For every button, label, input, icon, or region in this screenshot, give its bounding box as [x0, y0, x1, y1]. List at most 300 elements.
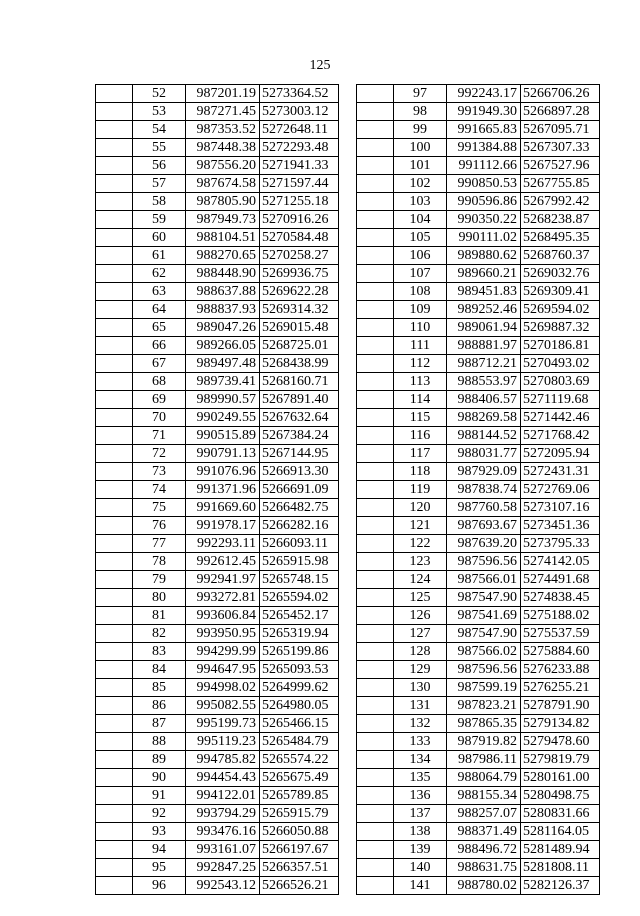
point-number-cell: 79: [133, 571, 186, 589]
x-coordinate-cell: 989739.41: [186, 373, 260, 391]
blank-cell: [357, 643, 394, 661]
y-coordinate-cell: 5271442.46: [521, 409, 600, 427]
blank-cell: [96, 301, 133, 319]
x-coordinate-cell: 987566.01: [447, 571, 521, 589]
y-coordinate-cell: 5265915.98: [260, 553, 339, 571]
y-coordinate-cell: 5266897.28: [521, 103, 600, 121]
y-coordinate-cell: 5266050.88: [260, 823, 339, 841]
y-coordinate-cell: 5268438.99: [260, 355, 339, 373]
point-number-cell: 70: [133, 409, 186, 427]
x-coordinate-cell: 993161.07: [186, 841, 260, 859]
coordinate-table-body: [96, 85, 339, 895]
table-row: [357, 373, 600, 391]
blank-cell: [357, 625, 394, 643]
point-number-cell: 95: [133, 859, 186, 877]
point-number-cell: 92: [133, 805, 186, 823]
blank-cell: [357, 283, 394, 301]
table-row: [357, 139, 600, 157]
point-number-cell: 106: [394, 247, 447, 265]
y-coordinate-cell: 5281164.05: [521, 823, 600, 841]
point-number-cell: 100: [394, 139, 447, 157]
table-row: [357, 877, 600, 895]
x-coordinate-cell: 987949.73: [186, 211, 260, 229]
x-coordinate-cell: 990791.13: [186, 445, 260, 463]
point-number-cell: 52: [133, 85, 186, 103]
y-coordinate-cell: 5267755.85: [521, 175, 600, 193]
table-row: [96, 283, 339, 301]
x-coordinate-cell: 988448.90: [186, 265, 260, 283]
table-row: [96, 445, 339, 463]
x-coordinate-cell: 989047.26: [186, 319, 260, 337]
y-coordinate-cell: 5271119.68: [521, 391, 600, 409]
coordinate-table-right: [356, 84, 600, 895]
table-row: [357, 697, 600, 715]
table-row: [357, 643, 600, 661]
table-row: [96, 193, 339, 211]
x-coordinate-cell: 988406.57: [447, 391, 521, 409]
point-number-cell: 73: [133, 463, 186, 481]
point-number-cell: 97: [394, 85, 447, 103]
x-coordinate-cell: 988144.52: [447, 427, 521, 445]
point-number-cell: 103: [394, 193, 447, 211]
x-coordinate-cell: 991978.17: [186, 517, 260, 535]
y-coordinate-cell: 5267144.95: [260, 445, 339, 463]
x-coordinate-cell: 987760.58: [447, 499, 521, 517]
blank-cell: [96, 211, 133, 229]
table-row: [96, 85, 339, 103]
point-number-cell: 130: [394, 679, 447, 697]
table-row: [357, 229, 600, 247]
blank-cell: [96, 355, 133, 373]
y-coordinate-cell: 5270186.81: [521, 337, 600, 355]
table-row: [357, 193, 600, 211]
blank-cell: [357, 877, 394, 895]
table-row: [357, 445, 600, 463]
y-coordinate-cell: 5281489.94: [521, 841, 600, 859]
y-coordinate-cell: 5272769.06: [521, 481, 600, 499]
blank-cell: [357, 607, 394, 625]
blank-cell: [96, 823, 133, 841]
y-coordinate-cell: 5265319.94: [260, 625, 339, 643]
x-coordinate-cell: 987986.11: [447, 751, 521, 769]
y-coordinate-cell: 5270493.02: [521, 355, 600, 373]
table-row: [96, 499, 339, 517]
point-number-cell: 137: [394, 805, 447, 823]
table-row: [96, 589, 339, 607]
table-row: [357, 571, 600, 589]
blank-cell: [357, 661, 394, 679]
point-number-cell: 111: [394, 337, 447, 355]
blank-cell: [357, 715, 394, 733]
table-row: [357, 265, 600, 283]
point-number-cell: 121: [394, 517, 447, 535]
blank-cell: [96, 643, 133, 661]
table-row: [96, 643, 339, 661]
x-coordinate-cell: 987556.20: [186, 157, 260, 175]
y-coordinate-cell: 5279819.79: [521, 751, 600, 769]
table-row: [357, 751, 600, 769]
table-row: [357, 823, 600, 841]
point-number-cell: 76: [133, 517, 186, 535]
x-coordinate-cell: 987919.82: [447, 733, 521, 751]
y-coordinate-cell: 5265452.17: [260, 607, 339, 625]
blank-cell: [357, 427, 394, 445]
table-row: [357, 499, 600, 517]
y-coordinate-cell: 5271941.33: [260, 157, 339, 175]
x-coordinate-cell: 990515.89: [186, 427, 260, 445]
y-coordinate-cell: 5265915.79: [260, 805, 339, 823]
table-row: [96, 823, 339, 841]
point-number-cell: 85: [133, 679, 186, 697]
point-number-cell: 135: [394, 769, 447, 787]
table-row: [96, 409, 339, 427]
blank-cell: [357, 409, 394, 427]
y-coordinate-cell: 5270803.69: [521, 373, 600, 391]
x-coordinate-cell: 987201.19: [186, 85, 260, 103]
table-row: [96, 877, 339, 895]
y-coordinate-cell: 5276255.21: [521, 679, 600, 697]
x-coordinate-cell: 993476.16: [186, 823, 260, 841]
y-coordinate-cell: 5269032.76: [521, 265, 600, 283]
point-number-cell: 90: [133, 769, 186, 787]
table-row: [357, 301, 600, 319]
y-coordinate-cell: 5280831.66: [521, 805, 600, 823]
x-coordinate-cell: 990111.02: [447, 229, 521, 247]
y-coordinate-cell: 5264980.05: [260, 697, 339, 715]
blank-cell: [357, 265, 394, 283]
y-coordinate-cell: 5266093.11: [260, 535, 339, 553]
table-row: [96, 859, 339, 877]
y-coordinate-cell: 5280161.00: [521, 769, 600, 787]
point-number-cell: 68: [133, 373, 186, 391]
y-coordinate-cell: 5266526.21: [260, 877, 339, 895]
blank-cell: [357, 301, 394, 319]
x-coordinate-cell: 989266.05: [186, 337, 260, 355]
blank-cell: [357, 445, 394, 463]
x-coordinate-cell: 987674.58: [186, 175, 260, 193]
point-number-cell: 138: [394, 823, 447, 841]
y-coordinate-cell: 5272293.48: [260, 139, 339, 157]
table-row: [96, 175, 339, 193]
point-number-cell: 99: [394, 121, 447, 139]
point-number-cell: 124: [394, 571, 447, 589]
y-coordinate-cell: 5270258.27: [260, 247, 339, 265]
point-number-cell: 74: [133, 481, 186, 499]
y-coordinate-cell: 5265789.85: [260, 787, 339, 805]
table-row: [96, 715, 339, 733]
point-number-cell: 136: [394, 787, 447, 805]
blank-cell: [96, 517, 133, 535]
table-row: [357, 409, 600, 427]
y-coordinate-cell: 5267384.24: [260, 427, 339, 445]
blank-cell: [96, 697, 133, 715]
table-row: [96, 265, 339, 283]
table-row: [96, 535, 339, 553]
x-coordinate-cell: 987596.56: [447, 661, 521, 679]
table-row: [96, 463, 339, 481]
table-row: [96, 301, 339, 319]
blank-cell: [96, 769, 133, 787]
blank-cell: [96, 265, 133, 283]
point-number-cell: 108: [394, 283, 447, 301]
blank-cell: [357, 787, 394, 805]
point-number-cell: 113: [394, 373, 447, 391]
point-number-cell: 84: [133, 661, 186, 679]
point-number-cell: 56: [133, 157, 186, 175]
point-number-cell: 140: [394, 859, 447, 877]
x-coordinate-cell: 989660.21: [447, 265, 521, 283]
table-row: [357, 337, 600, 355]
table-row: [96, 787, 339, 805]
x-coordinate-cell: 988269.58: [447, 409, 521, 427]
blank-cell: [357, 193, 394, 211]
y-coordinate-cell: 5269594.02: [521, 301, 600, 319]
y-coordinate-cell: 5271768.42: [521, 427, 600, 445]
x-coordinate-cell: 992847.25: [186, 859, 260, 877]
point-number-cell: 88: [133, 733, 186, 751]
table-row: [357, 607, 600, 625]
point-number-cell: 62: [133, 265, 186, 283]
x-coordinate-cell: 987823.21: [447, 697, 521, 715]
blank-cell: [96, 715, 133, 733]
table-row: [96, 211, 339, 229]
point-number-cell: 66: [133, 337, 186, 355]
blank-cell: [96, 427, 133, 445]
table-row: [96, 247, 339, 265]
point-number-cell: 57: [133, 175, 186, 193]
blank-cell: [96, 751, 133, 769]
x-coordinate-cell: 995082.55: [186, 697, 260, 715]
table-row: [357, 157, 600, 175]
point-number-cell: 91: [133, 787, 186, 805]
y-coordinate-cell: 5266913.30: [260, 463, 339, 481]
blank-cell: [357, 337, 394, 355]
blank-cell: [96, 283, 133, 301]
y-coordinate-cell: 5267307.33: [521, 139, 600, 157]
y-coordinate-cell: 5265594.02: [260, 589, 339, 607]
x-coordinate-cell: 987596.56: [447, 553, 521, 571]
y-coordinate-cell: 5269887.32: [521, 319, 600, 337]
table-row: [357, 103, 600, 121]
x-coordinate-cell: 989061.94: [447, 319, 521, 337]
point-number-cell: 101: [394, 157, 447, 175]
blank-cell: [357, 391, 394, 409]
x-coordinate-cell: 988837.93: [186, 301, 260, 319]
table-row: [96, 355, 339, 373]
blank-cell: [96, 445, 133, 463]
y-coordinate-cell: 5267992.42: [521, 193, 600, 211]
table-row: [357, 733, 600, 751]
table-row: [357, 787, 600, 805]
table-row: [96, 607, 339, 625]
table-row: [96, 517, 339, 535]
blank-cell: [96, 859, 133, 877]
y-coordinate-cell: 5272648.11: [260, 121, 339, 139]
x-coordinate-cell: 993606.84: [186, 607, 260, 625]
point-number-cell: 125: [394, 589, 447, 607]
point-number-cell: 71: [133, 427, 186, 445]
blank-cell: [357, 553, 394, 571]
table-row: [357, 319, 600, 337]
point-number-cell: 87: [133, 715, 186, 733]
point-number-cell: 114: [394, 391, 447, 409]
point-number-cell: 126: [394, 607, 447, 625]
point-number-cell: 128: [394, 643, 447, 661]
point-number-cell: 118: [394, 463, 447, 481]
table-row: [357, 841, 600, 859]
table-row: [357, 805, 600, 823]
x-coordinate-cell: 988496.72: [447, 841, 521, 859]
table-row: [96, 769, 339, 787]
x-coordinate-cell: 994299.99: [186, 643, 260, 661]
table-row: [96, 121, 339, 139]
x-coordinate-cell: 994647.95: [186, 661, 260, 679]
table-row: [96, 427, 339, 445]
point-number-cell: 132: [394, 715, 447, 733]
point-number-cell: 54: [133, 121, 186, 139]
table-row: [357, 121, 600, 139]
x-coordinate-cell: 992941.97: [186, 571, 260, 589]
x-coordinate-cell: 994785.82: [186, 751, 260, 769]
point-number-cell: 104: [394, 211, 447, 229]
y-coordinate-cell: 5266691.09: [260, 481, 339, 499]
table-row: [96, 805, 339, 823]
x-coordinate-cell: 989880.62: [447, 247, 521, 265]
blank-cell: [96, 409, 133, 427]
blank-cell: [96, 319, 133, 337]
x-coordinate-cell: 988780.02: [447, 877, 521, 895]
point-number-cell: 60: [133, 229, 186, 247]
point-number-cell: 112: [394, 355, 447, 373]
point-number-cell: 86: [133, 697, 186, 715]
x-coordinate-cell: 987693.67: [447, 517, 521, 535]
blank-cell: [357, 121, 394, 139]
table-row: [357, 517, 600, 535]
blank-cell: [96, 589, 133, 607]
table-row: [357, 391, 600, 409]
blank-cell: [96, 499, 133, 517]
point-number-cell: 75: [133, 499, 186, 517]
x-coordinate-cell: 989990.57: [186, 391, 260, 409]
y-coordinate-cell: 5268495.35: [521, 229, 600, 247]
table-row: [357, 463, 600, 481]
x-coordinate-cell: 991669.60: [186, 499, 260, 517]
y-coordinate-cell: 5266706.26: [521, 85, 600, 103]
point-number-cell: 139: [394, 841, 447, 859]
table-row: [96, 679, 339, 697]
y-coordinate-cell: 5266282.16: [260, 517, 339, 535]
blank-cell: [357, 589, 394, 607]
point-number-cell: 63: [133, 283, 186, 301]
y-coordinate-cell: 5267632.64: [260, 409, 339, 427]
x-coordinate-cell: 988631.75: [447, 859, 521, 877]
point-number-cell: 122: [394, 535, 447, 553]
y-coordinate-cell: 5269309.41: [521, 283, 600, 301]
x-coordinate-cell: 991076.96: [186, 463, 260, 481]
x-coordinate-cell: 988257.07: [447, 805, 521, 823]
y-coordinate-cell: 5266357.51: [260, 859, 339, 877]
y-coordinate-cell: 5266197.67: [260, 841, 339, 859]
point-number-cell: 120: [394, 499, 447, 517]
point-number-cell: 109: [394, 301, 447, 319]
point-number-cell: 53: [133, 103, 186, 121]
x-coordinate-cell: 987271.45: [186, 103, 260, 121]
blank-cell: [357, 247, 394, 265]
blank-cell: [357, 823, 394, 841]
blank-cell: [96, 193, 133, 211]
x-coordinate-cell: 988064.79: [447, 769, 521, 787]
point-number-cell: 78: [133, 553, 186, 571]
table-row: [96, 571, 339, 589]
y-coordinate-cell: 5264999.62: [260, 679, 339, 697]
y-coordinate-cell: 5279478.60: [521, 733, 600, 751]
blank-cell: [357, 517, 394, 535]
table-row: [357, 625, 600, 643]
blank-cell: [96, 877, 133, 895]
point-number-cell: 131: [394, 697, 447, 715]
blank-cell: [357, 211, 394, 229]
x-coordinate-cell: 992243.17: [447, 85, 521, 103]
y-coordinate-cell: 5276233.88: [521, 661, 600, 679]
y-coordinate-cell: 5274838.45: [521, 589, 600, 607]
y-coordinate-cell: 5281808.11: [521, 859, 600, 877]
y-coordinate-cell: 5278791.90: [521, 697, 600, 715]
x-coordinate-cell: 990249.55: [186, 409, 260, 427]
table-row: [96, 157, 339, 175]
blank-cell: [96, 157, 133, 175]
y-coordinate-cell: 5268760.37: [521, 247, 600, 265]
y-coordinate-cell: 5265748.15: [260, 571, 339, 589]
table-row: [96, 661, 339, 679]
x-coordinate-cell: 988371.49: [447, 823, 521, 841]
y-coordinate-cell: 5273795.33: [521, 535, 600, 553]
x-coordinate-cell: 988155.34: [447, 787, 521, 805]
table-row: [96, 625, 339, 643]
blank-cell: [357, 175, 394, 193]
x-coordinate-cell: 989451.83: [447, 283, 521, 301]
point-number-cell: 110: [394, 319, 447, 337]
blank-cell: [357, 499, 394, 517]
x-coordinate-cell: 987865.35: [447, 715, 521, 733]
x-coordinate-cell: 992612.45: [186, 553, 260, 571]
table-row: [357, 679, 600, 697]
y-coordinate-cell: 5270916.26: [260, 211, 339, 229]
point-number-cell: 105: [394, 229, 447, 247]
blank-cell: [96, 373, 133, 391]
blank-cell: [357, 85, 394, 103]
y-coordinate-cell: 5265484.79: [260, 733, 339, 751]
point-number-cell: 133: [394, 733, 447, 751]
table-row: [96, 229, 339, 247]
table-row: [96, 697, 339, 715]
point-number-cell: 115: [394, 409, 447, 427]
point-number-cell: 67: [133, 355, 186, 373]
point-number-cell: 58: [133, 193, 186, 211]
x-coordinate-cell: 990350.22: [447, 211, 521, 229]
y-coordinate-cell: 5272431.31: [521, 463, 600, 481]
table-row: [357, 535, 600, 553]
table-row: [96, 337, 339, 355]
point-number-cell: 55: [133, 139, 186, 157]
point-number-cell: 64: [133, 301, 186, 319]
table-row: [96, 481, 339, 499]
table-row: [357, 85, 600, 103]
table-row: [357, 769, 600, 787]
x-coordinate-cell: 987929.09: [447, 463, 521, 481]
x-coordinate-cell: 993794.29: [186, 805, 260, 823]
blank-cell: [96, 391, 133, 409]
point-number-cell: 65: [133, 319, 186, 337]
